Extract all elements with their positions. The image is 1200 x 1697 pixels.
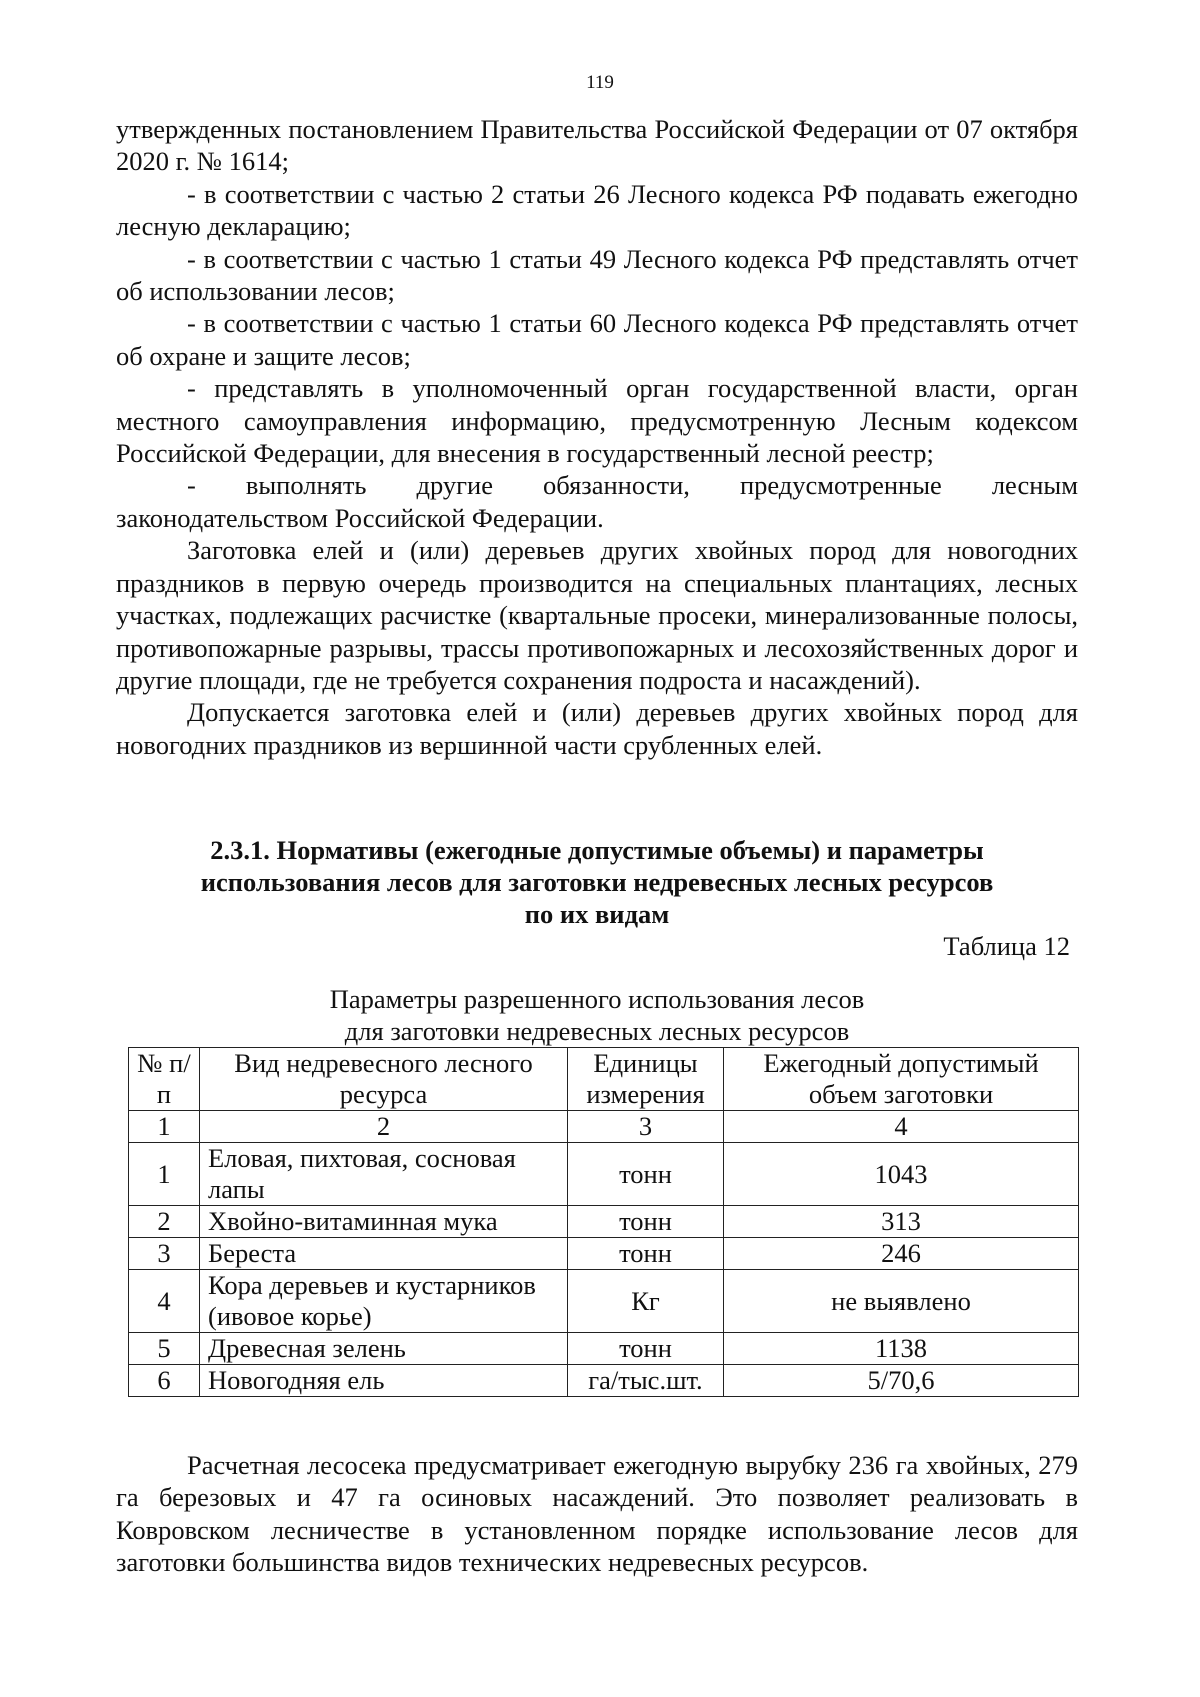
table-title-line: Параметры разрешенного использования лесов [329,984,865,1014]
table-cell: 1138 [724,1333,1079,1365]
table-cell: Береста [200,1238,568,1270]
paragraph: - представлять в уполномоченный орган государственной власти, орган местного самоуправления информацию, предусмотренную Лесным кодексом Российской Федерации, для внесения в государственный лесной реестр; [116,373,1078,469]
table-row [129,1365,1079,1397]
table-row [129,1206,1079,1238]
table-cell: 4 [724,1111,1079,1143]
table-cell: Кг [568,1270,724,1333]
section-title-line: использования лесов для заготовки недревесных лесных ресурсов [200,867,994,897]
table-title [116,983,1078,1047]
paragraph: - в соответствии с частью 1 статьи 49 Лесного кодекса РФ представлять отчет об использовании лесов; [116,243,1078,307]
table-title-line: для заготовки недревесных лесных ресурсов [344,1016,850,1046]
table-cell: 5 [129,1333,200,1365]
paragraph: Расчетная лесосека предусматривает ежегодную вырубку 236 га хвойных, 279 га березовых и 47 га осиновых насаждений. Это позволяет реализовать в Ковровском лесничестве в установленном порядке использование лесов для заготовки большинства видов технических недревесных ресурсов. [116,1450,1078,1578]
table-cell: га/тыс.шт. [568,1365,724,1397]
table-row [129,1333,1079,1365]
table-cell: тонн [568,1238,724,1270]
table-cell: 3 [568,1111,724,1143]
paragraph: - выполнять другие обязанности, предусмотренные лесным законодательством Российской Федерации. [116,470,1078,533]
table-cell: тонн [568,1143,724,1206]
table-cell: 1 [129,1143,200,1206]
table-header-cell: № п/п [129,1048,200,1111]
paragraph: Заготовка елей и (или) деревьев других хвойных пород для новогодних праздников в первую очередь производится на специальных плантациях, лесных участках, подлежащих расчистке (квартальные просеки, минерализованные полосы, противопожарные разрывы, трассы противопожарных и лесохозяйственных дорог и другие площади, где не требуется сохранения подроста и насаждений). [116,535,1078,695]
table-cell: 2 [129,1206,200,1238]
table-number: Таблица 12 [943,931,1070,961]
table-header-cell: Ежегодный допустимый объем заготовки [724,1048,1079,1111]
section-title-line: по их видам [524,899,670,929]
table-cell: 5/70,6 [724,1365,1079,1397]
table-cell: Древесная зелень [200,1333,568,1365]
paragraph: - в соответствии с частью 1 статьи 60 Лесного кодекса РФ представлять отчет об охране и защите лесов; [116,308,1078,371]
table-cell: Кора деревьев и кустарников (ивовое корье) [200,1270,568,1333]
table-cell: Хвойно-витаминная мука [200,1206,568,1238]
table-header-row [129,1048,1079,1111]
table-cell: Еловая, пихтовая, сосновая лапы [200,1143,568,1206]
table-cell: 1 [129,1111,200,1143]
table-column-number-row [129,1111,1079,1143]
table-cell: 4 [129,1270,200,1333]
table-cell: 313 [724,1206,1079,1238]
table-cell: 2 [200,1111,568,1143]
table-cell: Новогодняя ель [200,1365,568,1397]
table-cell: 6 [129,1365,200,1397]
table-cell: тонн [568,1333,724,1365]
table-cell: 1043 [724,1143,1079,1206]
paragraph: утвержденных постановлением Правительства Российской Федерации от 07 октября 2020 г. № 1614; [116,114,1078,177]
table-cell: тонн [568,1206,724,1238]
paragraph: - в соответствии с частью 2 статьи 26 Лесного кодекса РФ подавать ежегодно лесную декларацию; [116,178,1078,242]
table-row [129,1238,1079,1270]
page-number: 119 [586,72,614,93]
closing-text [116,1449,1078,1579]
table-cell: 3 [129,1238,200,1270]
table-row [129,1143,1079,1206]
section-title [116,834,1078,930]
table-cell: 246 [724,1238,1079,1270]
section-title-line: 2.3.1. Нормативы (ежегодные допустимые объемы) и параметры [210,835,984,865]
paragraph: Допускается заготовка елей и (или) деревьев других хвойных пород для новогодних праздников из вершинной части срубленных елей. [116,697,1078,760]
table-header-cell: Единицы измерения [568,1048,724,1111]
table-cell: не выявлено [724,1270,1079,1333]
table-header-cell: Вид недревесного лесного ресурса [200,1048,568,1111]
table-row [129,1270,1079,1333]
parameters-table [128,1047,1079,1397]
body-text [116,113,1078,761]
